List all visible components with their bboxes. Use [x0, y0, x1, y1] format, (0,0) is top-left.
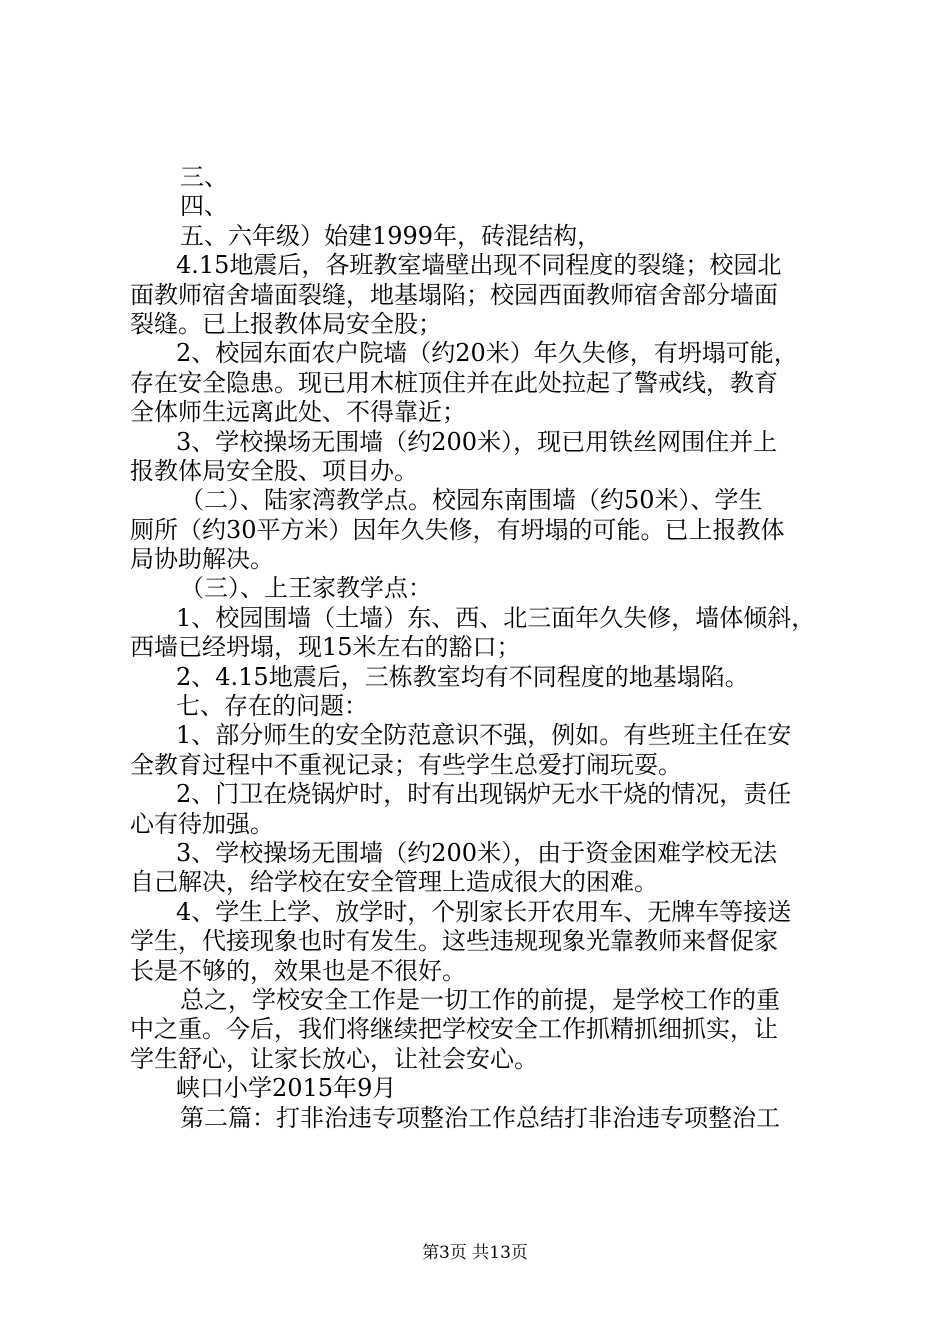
text-line: 七、存在的问题：: [176, 692, 368, 721]
text-line: 峡口小学2015年9月: [176, 1074, 397, 1103]
text-line: 4、学生上学、放学时，个别家长开农用车、无牌车等接送: [176, 897, 792, 926]
text-line: 学生，代接现象也时有发生。这些违规现象光靠教师来督促家: [130, 927, 778, 956]
text-line: 1、部分师生的安全防范意识不强，例如。有些班主任在安: [176, 721, 792, 750]
text-line: 中之重。今后，我们将继续把学校安全工作抓精抓细抓实，让: [130, 1015, 778, 1044]
text-line: 心有待加强。: [130, 809, 274, 838]
text-line: （三）、上王家教学点：: [180, 574, 432, 603]
text-line: 第二篇：打非治违专项整治工作总结打非治违专项整治工: [180, 1103, 780, 1132]
text-line: 西墙已经坍塌，现15米左右的豁口；: [130, 633, 521, 662]
text-line: 全体师生远离此处、不得靠近；: [130, 398, 466, 427]
text-line: 面教师宿舍墙面裂缝，地基塌陷；校园西面教师宿舍部分墙面: [130, 280, 778, 309]
text-line: 自己解决，给学校在安全管理上造成很大的困难。: [130, 868, 658, 897]
text-line: 3、学校操场无围墙（约200米），现已用铁丝网围住并上: [176, 427, 778, 456]
text-line: 学生舒心，让家长放心，让社会安心。: [130, 1044, 538, 1073]
text-line: 五、六年级）始建1999年，砖混结构，: [180, 221, 602, 250]
text-line: 3、学校操场无围墙（约200米），由于资金困难学校无法: [176, 838, 778, 867]
text-line: 厕所（约30平方米）因年久失修，有坍塌的可能。已上报教体: [130, 515, 785, 544]
text-line: 四、: [180, 192, 228, 221]
text-line: 长是不够的，效果也是不很好。: [130, 956, 466, 985]
text-line: 全教育过程中不重视记录；有些学生总爱打闹玩耍。: [130, 750, 682, 779]
text-line: 报教体局安全股、项目办。: [130, 456, 418, 485]
text-line: 裂缝。已上报教体局安全股；: [130, 309, 442, 338]
text-line: 2、4.15地震后，三栋教室均有不同程度的地基塌陷。: [176, 662, 749, 691]
text-line: 2、门卫在烧锅炉时，时有出现锅炉无水干烧的情况，责任: [176, 780, 792, 809]
text-line: 4.15地震后，各班教室墙壁出现不同程度的裂缝；校园北: [176, 251, 782, 280]
text-line: 局协助解决。: [130, 545, 274, 574]
text-line: 三、: [180, 163, 228, 191]
text-line: （二）、陆家湾教学点。校园东南围墙（约50米）、学生: [180, 486, 763, 515]
text-line: 存在安全隐患。现已用木桩顶住并在此处拉起了警戒线，教育: [130, 368, 778, 397]
text-line: 1、校园围墙（土墙）东、西、北三面年久失修，墙体倾斜，: [176, 603, 816, 632]
document-body: [120, 163, 840, 1133]
page-footer: 第3页 共13页: [422, 1243, 528, 1263]
text-line: 2、校园东面农户院墙（约20米）年久失修，有坍塌可能，: [176, 339, 798, 368]
text-line: 总之，学校安全工作是一切工作的前提，是学校工作的重: [180, 985, 780, 1014]
